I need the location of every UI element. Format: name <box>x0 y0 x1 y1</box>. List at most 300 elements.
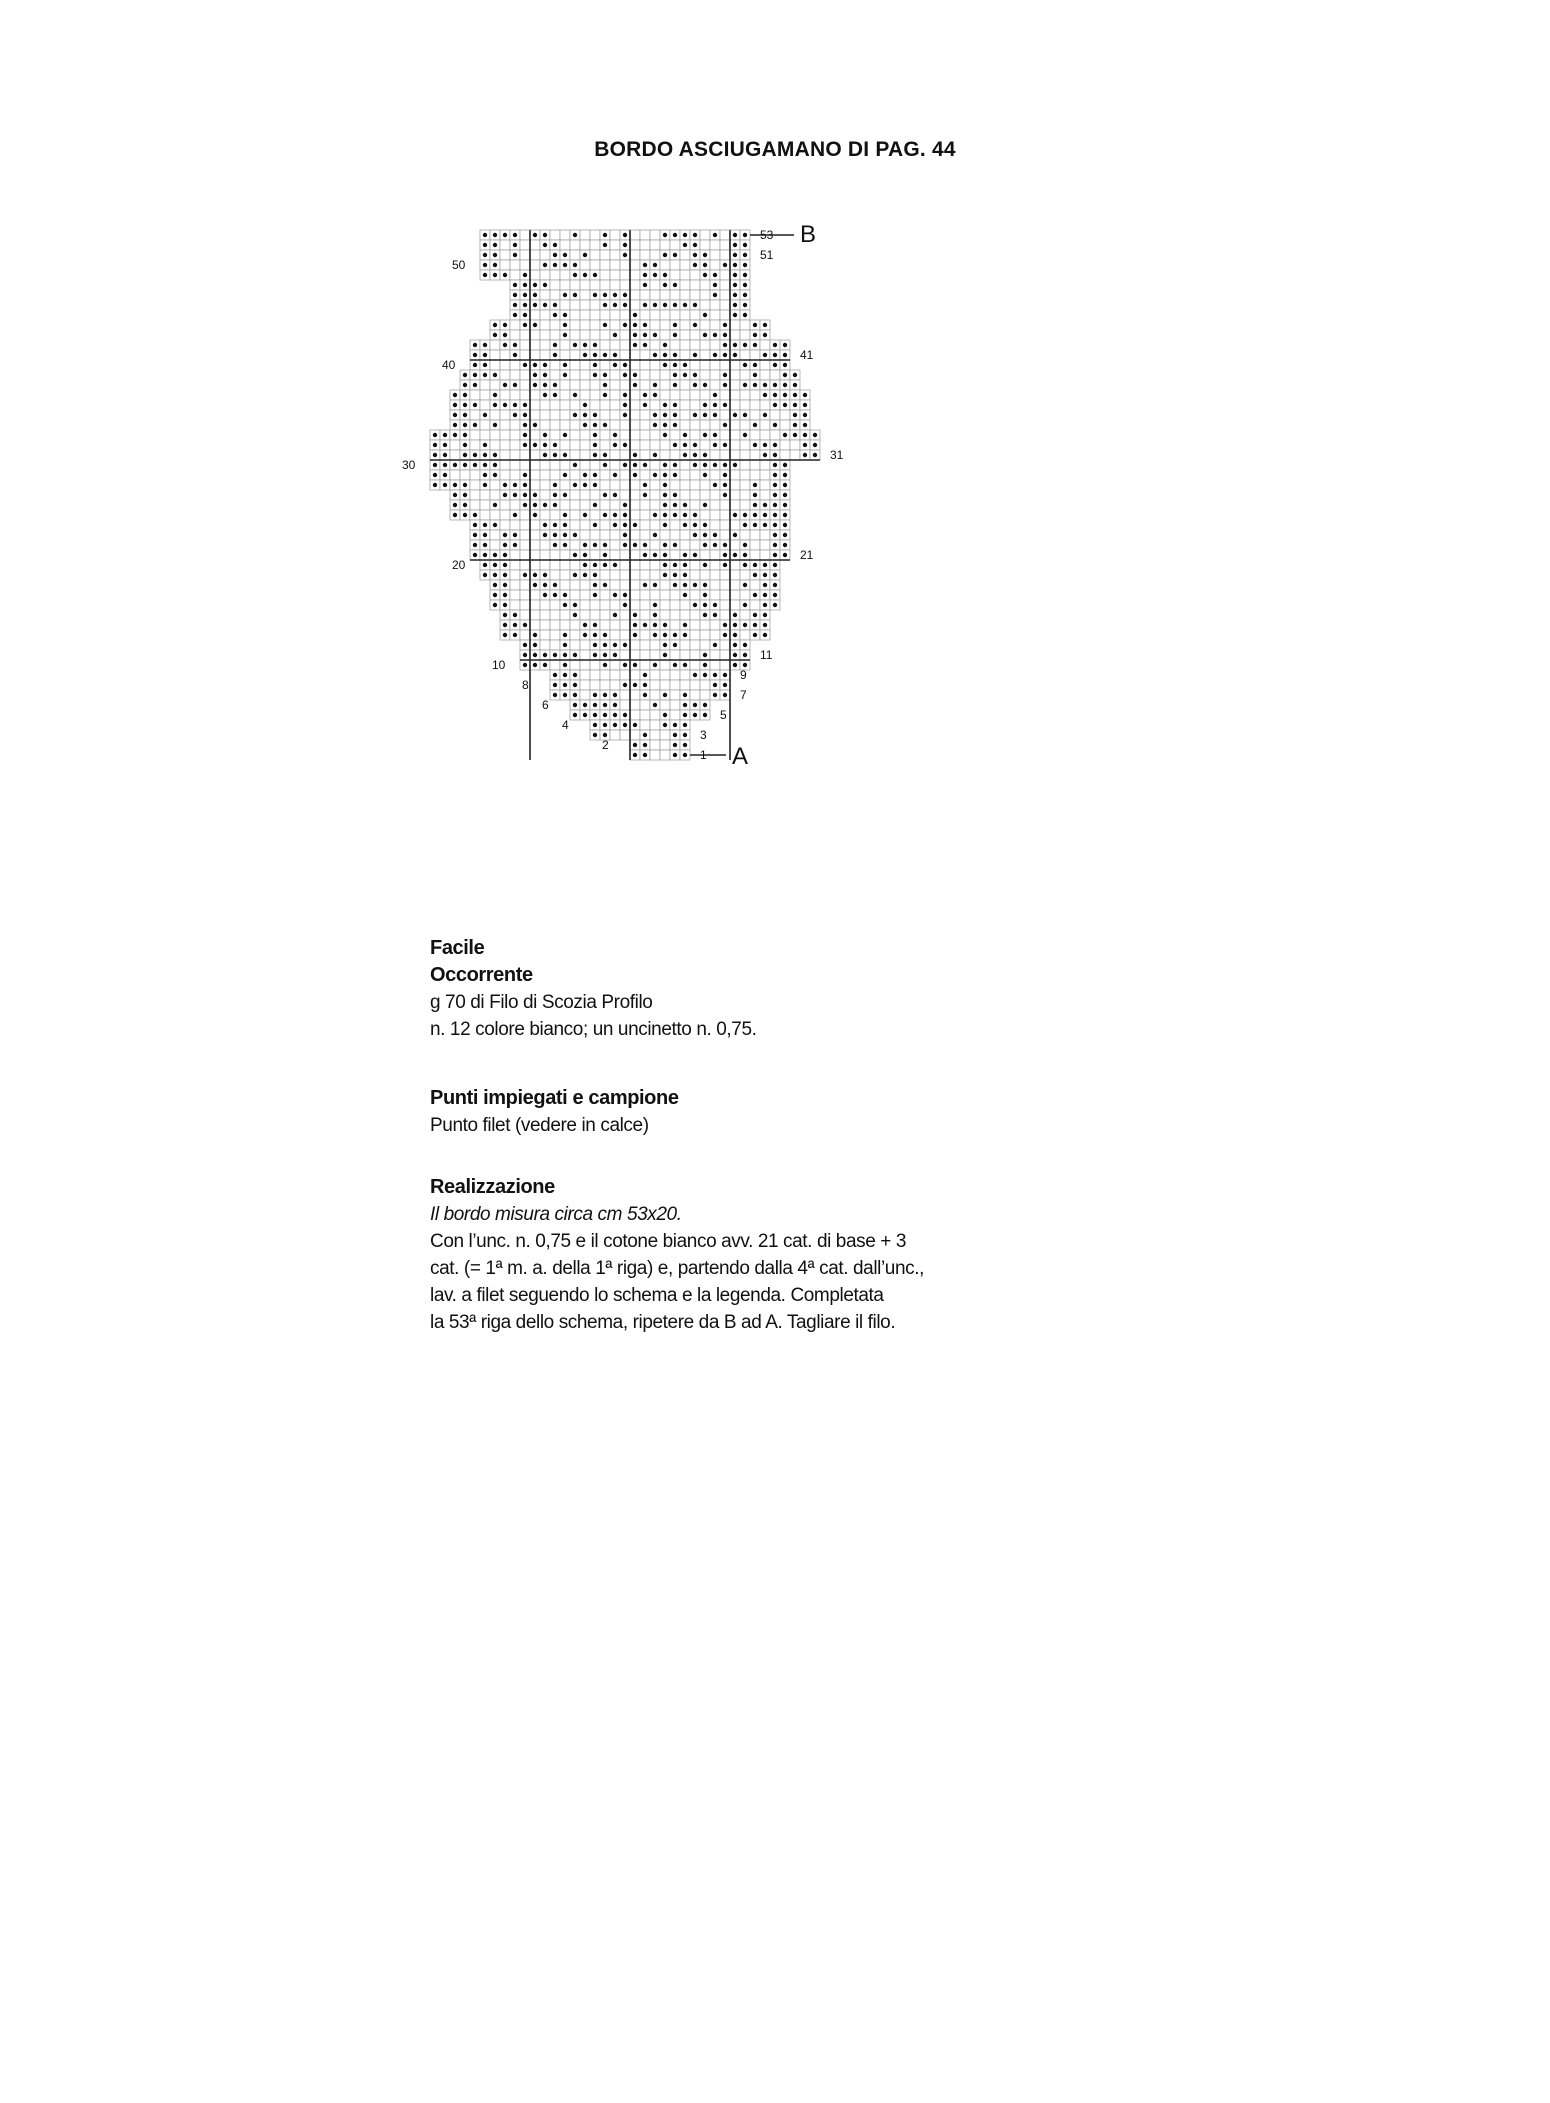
chart-dot <box>803 423 807 427</box>
chart-dot <box>563 293 567 297</box>
chart-cell <box>540 350 550 360</box>
chart-cell <box>710 360 720 370</box>
materials-line: n. 12 colore bianco; un uncinetto n. 0,75. <box>430 1019 757 1040</box>
chart-cell <box>670 590 680 600</box>
chart-cell <box>620 570 630 580</box>
chart-cell <box>480 380 490 390</box>
chart-cell <box>630 260 640 270</box>
chart-dot <box>683 563 687 567</box>
chart-cell <box>710 240 720 250</box>
chart-dot <box>613 723 617 727</box>
chart-cell <box>770 410 780 420</box>
chart-dot <box>693 323 697 327</box>
chart-dot <box>523 663 527 667</box>
row-label-left: 10 <box>492 658 506 672</box>
chart-cell <box>690 420 700 430</box>
chart-dot <box>533 303 537 307</box>
chart-cell <box>580 640 590 650</box>
chart-dot <box>473 513 477 517</box>
chart-dot <box>643 493 647 497</box>
chart-dot <box>463 373 467 377</box>
chart-dot <box>653 303 657 307</box>
chart-dot <box>663 233 667 237</box>
chart-cell <box>640 240 650 250</box>
chart-dot <box>723 463 727 467</box>
chart-cell <box>750 550 760 560</box>
chart-dot <box>603 723 607 727</box>
chart-cell <box>500 370 510 380</box>
chart-cell <box>550 270 560 280</box>
chart-cell <box>570 500 580 510</box>
chart-dot <box>513 533 517 537</box>
chart-dot <box>663 303 667 307</box>
chart-dot <box>713 393 717 397</box>
chart-dot <box>643 343 647 347</box>
chart-dot <box>733 283 737 287</box>
chart-cell <box>630 480 640 490</box>
chart-dot <box>593 713 597 717</box>
chart-dot <box>753 623 757 627</box>
chart-cell <box>600 430 610 440</box>
chart-dot <box>523 483 527 487</box>
chart-dot <box>593 563 597 567</box>
chart-dot <box>693 713 697 717</box>
chart-dot <box>683 743 687 747</box>
chart-dot <box>623 323 627 327</box>
chart-cell <box>520 390 530 400</box>
chart-cell <box>570 490 580 500</box>
chart-cell <box>570 620 580 630</box>
chart-cell <box>590 300 600 310</box>
chart-dot <box>493 263 497 267</box>
chart-cell <box>510 560 520 570</box>
chart-cell <box>660 660 670 670</box>
chart-cell <box>650 440 660 450</box>
chart-cell <box>780 450 790 460</box>
chart-dot <box>643 753 647 757</box>
chart-dot <box>713 333 717 337</box>
chart-cell <box>490 340 500 350</box>
chart-cell <box>560 240 570 250</box>
chart-cell <box>570 440 580 450</box>
chart-cell <box>510 390 520 400</box>
chart-dot <box>623 253 627 257</box>
chart-dot <box>583 273 587 277</box>
chart-dot <box>603 703 607 707</box>
chart-cell <box>680 680 690 690</box>
chart-cell <box>690 310 700 320</box>
chart-dot <box>603 373 607 377</box>
chart-dot <box>783 363 787 367</box>
chart-dot <box>463 403 467 407</box>
chart-dot <box>593 633 597 637</box>
chart-dot <box>733 233 737 237</box>
chart-cell <box>560 460 570 470</box>
chart-cell <box>610 400 620 410</box>
chart-dot <box>723 443 727 447</box>
chart-cell <box>700 280 710 290</box>
chart-dot <box>593 343 597 347</box>
chart-cell <box>570 510 580 520</box>
chart-dot <box>543 533 547 537</box>
chart-cell <box>490 350 500 360</box>
chart-cell <box>670 600 680 610</box>
page-title: BORDO ASCIUGAMANO DI PAG. 44 <box>594 138 956 161</box>
chart-cell <box>540 470 550 480</box>
chart-cell <box>670 620 680 630</box>
chart-dot <box>733 293 737 297</box>
chart-cell <box>660 740 670 750</box>
chart-cell <box>560 610 570 620</box>
chart-dot <box>723 333 727 337</box>
chart-cell <box>530 350 540 360</box>
chart-cell <box>630 440 640 450</box>
chart-cell <box>560 390 570 400</box>
chart-dot <box>483 553 487 557</box>
chart-dot <box>693 523 697 527</box>
chart-cell <box>740 470 750 480</box>
chart-cell <box>680 410 690 420</box>
chart-dot <box>503 273 507 277</box>
chart-cell <box>710 580 720 590</box>
chart-dot <box>563 363 567 367</box>
chart-dot <box>733 623 737 627</box>
chart-cell <box>520 510 530 520</box>
chart-dot <box>533 493 537 497</box>
chart-dot <box>703 703 707 707</box>
chart-dot <box>683 693 687 697</box>
chart-cell <box>700 240 710 250</box>
chart-dot <box>553 303 557 307</box>
chart-cell <box>520 330 530 340</box>
chart-dot <box>603 543 607 547</box>
chart-dot <box>673 323 677 327</box>
chart-cell <box>720 580 730 590</box>
chart-dot <box>763 513 767 517</box>
chart-dot <box>703 523 707 527</box>
chart-cell <box>710 370 720 380</box>
chart-dot <box>633 373 637 377</box>
chart-cell <box>660 320 670 330</box>
chart-cell <box>750 530 760 540</box>
chart-cell <box>610 320 620 330</box>
chart-dot <box>643 263 647 267</box>
chart-dot <box>583 563 587 567</box>
chart-dot <box>633 723 637 727</box>
chart-cell <box>520 230 530 240</box>
chart-cell <box>670 650 680 660</box>
chart-dot <box>583 473 587 477</box>
chart-cell <box>730 430 740 440</box>
chart-dot <box>553 343 557 347</box>
chart-cell <box>660 240 670 250</box>
chart-dot <box>763 443 767 447</box>
chart-dot <box>593 293 597 297</box>
chart-dot <box>793 403 797 407</box>
chart-cell <box>510 370 520 380</box>
chart-cell <box>570 560 580 570</box>
chart-cell <box>550 510 560 520</box>
chart-dot <box>553 533 557 537</box>
chart-cell <box>510 420 520 430</box>
chart-cell <box>690 270 700 280</box>
chart-dot <box>483 373 487 377</box>
chart-dot <box>783 513 787 517</box>
chart-dot <box>673 493 677 497</box>
chart-dot <box>493 403 497 407</box>
chart-cell <box>540 620 550 630</box>
chart-cell <box>680 310 690 320</box>
chart-cell <box>630 290 640 300</box>
chart-dot <box>623 533 627 537</box>
chart-dot <box>713 353 717 357</box>
chart-cell <box>650 230 660 240</box>
chart-dot <box>753 593 757 597</box>
chart-dot <box>593 483 597 487</box>
chart-cell <box>510 460 520 470</box>
chart-dot <box>523 643 527 647</box>
row-label-left: 40 <box>442 358 456 372</box>
chart-cell <box>730 420 740 430</box>
chart-cell <box>680 350 690 360</box>
chart-cell <box>590 330 600 340</box>
chart-dot <box>533 573 537 577</box>
chart-dot <box>703 713 707 717</box>
chart-dot <box>623 373 627 377</box>
chart-dot <box>513 543 517 547</box>
chart-dot <box>663 573 667 577</box>
chart-dot <box>623 713 627 717</box>
chart-cell <box>610 680 620 690</box>
chart-cell <box>730 500 740 510</box>
chart-cell <box>530 590 540 600</box>
chart-dot <box>543 653 547 657</box>
chart-dot <box>543 393 547 397</box>
chart-dot <box>733 253 737 257</box>
chart-cell <box>570 660 580 670</box>
chart-dot <box>593 453 597 457</box>
chart-dot <box>643 583 647 587</box>
chart-dot <box>583 483 587 487</box>
chart-dot <box>783 373 787 377</box>
chart-dot <box>533 583 537 587</box>
chart-dot <box>773 453 777 457</box>
chart-dot <box>723 423 727 427</box>
chart-dot <box>713 283 717 287</box>
chart-dot <box>593 693 597 697</box>
chart-cell <box>620 450 630 460</box>
chart-cell <box>630 710 640 720</box>
chart-cell <box>760 460 770 470</box>
chart-dot <box>473 463 477 467</box>
chart-cell <box>670 550 680 560</box>
chart-dot <box>663 523 667 527</box>
chart-cell <box>530 600 540 610</box>
chart-cell <box>690 630 700 640</box>
chart-cell <box>630 500 640 510</box>
chart-cell <box>610 310 620 320</box>
chart-cell <box>570 640 580 650</box>
chart-dot <box>663 653 667 657</box>
chart-dot <box>433 473 437 477</box>
chart-dot <box>433 463 437 467</box>
chart-cell <box>570 350 580 360</box>
chart-dot <box>713 443 717 447</box>
chart-cell <box>580 330 590 340</box>
chart-dot <box>743 643 747 647</box>
chart-dot <box>743 383 747 387</box>
chart-dot <box>553 673 557 677</box>
chart-dot <box>783 483 787 487</box>
chart-dot <box>783 503 787 507</box>
chart-dot <box>483 263 487 267</box>
chart-dot <box>743 583 747 587</box>
chart-dot <box>643 273 647 277</box>
chart-dot <box>783 523 787 527</box>
chart-cell <box>610 230 620 240</box>
chart-cell <box>610 370 620 380</box>
chart-dot <box>783 343 787 347</box>
chart-dot <box>753 513 757 517</box>
chart-dot <box>683 723 687 727</box>
chart-dot <box>473 533 477 537</box>
chart-dot <box>543 663 547 667</box>
chart-cell <box>530 390 540 400</box>
chart-cell <box>650 320 660 330</box>
chart-cell <box>560 400 570 410</box>
chart-dot <box>703 433 707 437</box>
chart-dot <box>663 623 667 627</box>
chart-cell <box>560 480 570 490</box>
chart-cell <box>620 550 630 560</box>
chart-dot <box>673 443 677 447</box>
chart-cell <box>480 420 490 430</box>
chart-cell <box>580 460 590 470</box>
chart-dot <box>673 233 677 237</box>
chart-cell <box>530 430 540 440</box>
chart-cell <box>640 450 650 460</box>
chart-cell <box>540 640 550 650</box>
chart-cell <box>520 350 530 360</box>
chart-cell <box>760 470 770 480</box>
chart-dot <box>603 653 607 657</box>
chart-cell <box>600 330 610 340</box>
chart-cell <box>650 680 660 690</box>
chart-cell <box>620 330 630 340</box>
chart-cell <box>560 550 570 560</box>
chart-dot <box>743 363 747 367</box>
chart-dot <box>693 453 697 457</box>
chart-cell <box>520 560 530 570</box>
chart-dot <box>633 523 637 527</box>
chart-dot <box>663 503 667 507</box>
chart-cell <box>620 350 630 360</box>
chart-dot <box>713 533 717 537</box>
chart-dot <box>543 303 547 307</box>
chart-cell <box>640 560 650 570</box>
chart-dot <box>683 733 687 737</box>
row-label-right: 11 <box>760 648 773 662</box>
chart-cell <box>580 280 590 290</box>
chart-dot <box>743 253 747 257</box>
chart-cell <box>500 450 510 460</box>
chart-cell <box>620 620 630 630</box>
chart-dot <box>803 453 807 457</box>
chart-dot <box>633 683 637 687</box>
chart-cell <box>540 420 550 430</box>
chart-dot <box>733 303 737 307</box>
chart-cell <box>630 700 640 710</box>
chart-dot <box>773 583 777 587</box>
chart-cell <box>700 340 710 350</box>
chart-cell <box>610 410 620 420</box>
chart-cell <box>640 430 650 440</box>
chart-dot <box>703 663 707 667</box>
chart-dot <box>733 413 737 417</box>
chart-cell <box>620 700 630 710</box>
chart-dot <box>513 243 517 247</box>
chart-cell <box>650 290 660 300</box>
chart-cell <box>580 390 590 400</box>
chart-cell <box>660 370 670 380</box>
chart-dot <box>663 543 667 547</box>
chart-cell <box>600 680 610 690</box>
row-label-right: 1 <box>700 748 707 762</box>
chart-dot <box>603 713 607 717</box>
chart-dot <box>693 553 697 557</box>
chart-dot <box>753 343 757 347</box>
marker-b: B <box>800 221 817 248</box>
chart-dot <box>523 363 527 367</box>
chart-cell <box>610 460 620 470</box>
chart-dot <box>503 333 507 337</box>
chart-cell <box>740 500 750 510</box>
chart-dot <box>713 433 717 437</box>
chart-dot <box>713 463 717 467</box>
chart-cell <box>520 250 530 260</box>
chart-cell <box>690 570 700 580</box>
chart-dot <box>493 603 497 607</box>
chart-cell <box>740 330 750 340</box>
stitches-heading: Punti impiegati e campione <box>430 1087 679 1109</box>
chart-dot <box>453 393 457 397</box>
chart-dot <box>783 493 787 497</box>
chart-dot <box>553 253 557 257</box>
chart-dot <box>703 593 707 597</box>
chart-cell <box>650 340 660 350</box>
chart-dot <box>683 573 687 577</box>
chart-dot <box>733 643 737 647</box>
chart-cell <box>530 260 540 270</box>
chart-cell <box>670 670 680 680</box>
chart-cell <box>680 470 690 480</box>
chart-dot <box>593 583 597 587</box>
chart-cell <box>580 650 590 660</box>
chart-dot <box>593 423 597 427</box>
chart-dot <box>763 413 767 417</box>
chart-cell <box>710 310 720 320</box>
chart-dot <box>723 693 727 697</box>
chart-cell <box>730 360 740 370</box>
chart-dot <box>483 563 487 567</box>
chart-dot <box>573 533 577 537</box>
chart-dot <box>473 453 477 457</box>
chart-cell <box>610 420 620 430</box>
chart-cell <box>510 450 520 460</box>
chart-dot <box>563 693 567 697</box>
chart-dot <box>603 663 607 667</box>
chart-dot <box>733 353 737 357</box>
